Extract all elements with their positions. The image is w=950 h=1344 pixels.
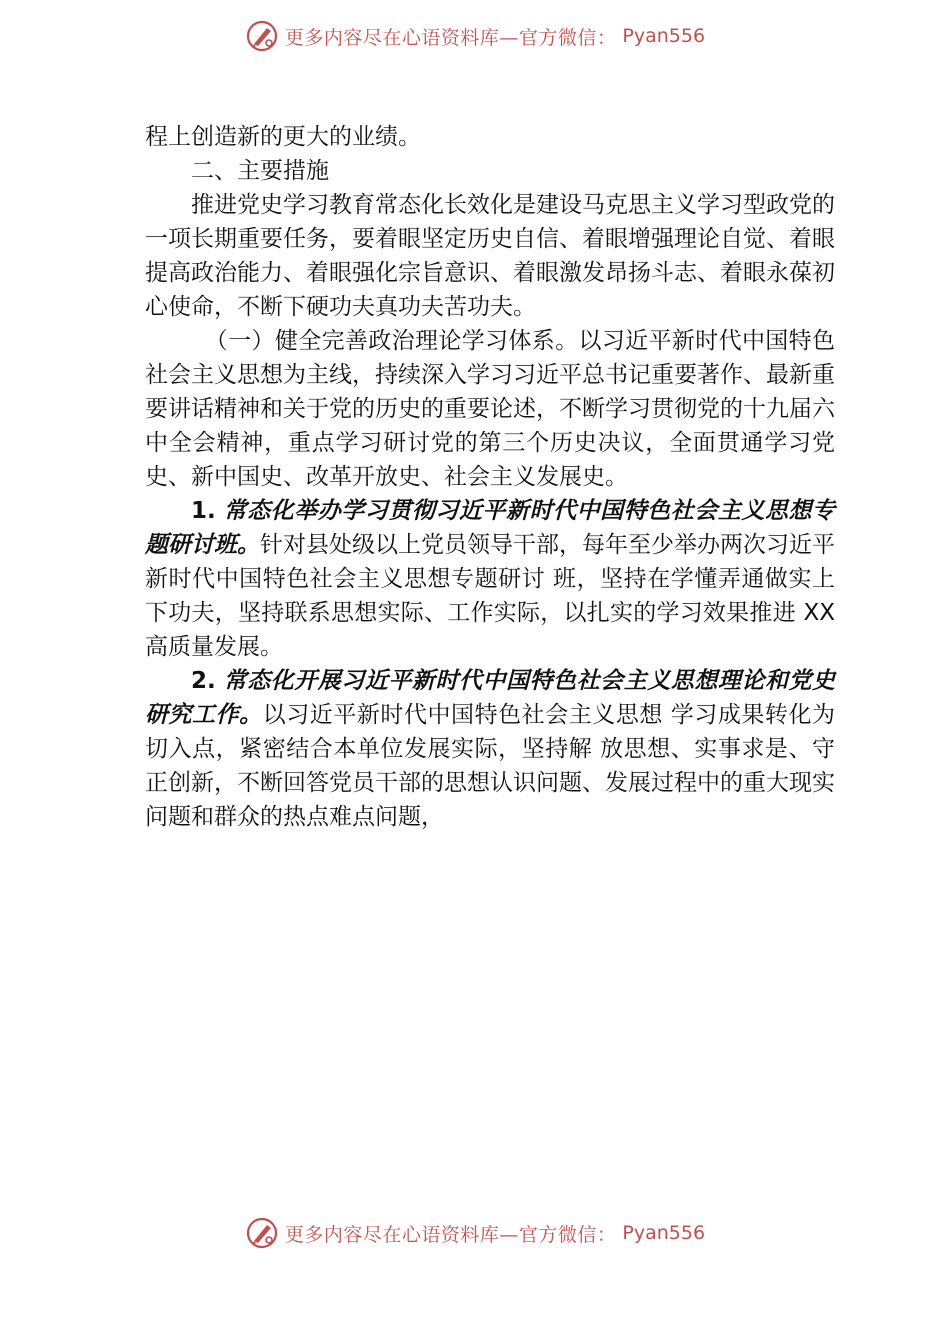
- paragraph-continuation: 程上创造新的更大的业绩。: [145, 124, 421, 150]
- list-item-2: [145, 664, 835, 834]
- watermark-text: 更多内容尽在心语资料库—官方微信：: [284, 1223, 617, 1246]
- paragraph-subsection-1: （一）健全完善政治理论学习体系。以习近平新时代中国特色社会主义思想为主线，持续深入学习习近平总书记重要著作、最新重要讲话精神和关于党的历史的重要论述，不断学习贯彻党的十九届六中全会精神，重点学习研讨党的第三个历史决议，全面贯通学习党史、新中国史、改革开放史、社会主义发展史。: [145, 328, 835, 490]
- item-1-title: 常态化举办学习贯彻习近平新时代中国特色社会主义思想专题研讨班。: [145, 498, 836, 558]
- paragraph-intro: 推进党史学习教育常态化长效化是建设马克思主义学习型政党的一项长期重要任务，要着眼坚定历史自信、着眼增强理论自觉、着眼提高政治能力、着眼强化宗旨意识、着眼激发昂扬斗志、着眼永葆初心使命，不断下硬功夫真功夫苦功夫。: [145, 192, 835, 320]
- pen-circle-icon: [245, 19, 279, 53]
- list-item-1: [145, 494, 835, 664]
- document-body: [145, 120, 835, 834]
- watermark-wechat-id: Pyan556: [622, 25, 706, 47]
- item-1-number: 1.: [191, 498, 216, 524]
- header-watermark: [0, 16, 950, 56]
- watermark-wechat-id: Pyan556: [622, 1222, 706, 1244]
- item-1-body: 针对县处级以上党员领导干部，每年至少举办两次习近平新时代中国特色社会主义思想专题研讨 班，坚持在学懂弄通做实上下功夫，坚持联系思想实际、工作实际，以扎实的学习效果推进 XX 高质量发展。: [145, 532, 835, 660]
- item-2-body: 以习近平新时代中国特色社会主义思想 学习成果转化为切入点，紧密结合本单位发展实际，坚持解 放思想、实事求是、守正创新，不断回答党员干部的思想认识问题、发展过程中的重大现实问题和群众的热点难点问题，: [145, 702, 836, 830]
- item-2-title: 常态化开展习近平新时代中国特色社会主义思想理论和党史研究工作。: [145, 668, 836, 728]
- section-heading: 二、主要措施: [191, 158, 329, 184]
- item-2-number: 2.: [191, 668, 216, 694]
- watermark-text: 更多内容尽在心语资料库—官方微信：: [284, 26, 617, 49]
- pen-circle-icon: [245, 1216, 279, 1250]
- footer-watermark: [0, 1213, 950, 1253]
